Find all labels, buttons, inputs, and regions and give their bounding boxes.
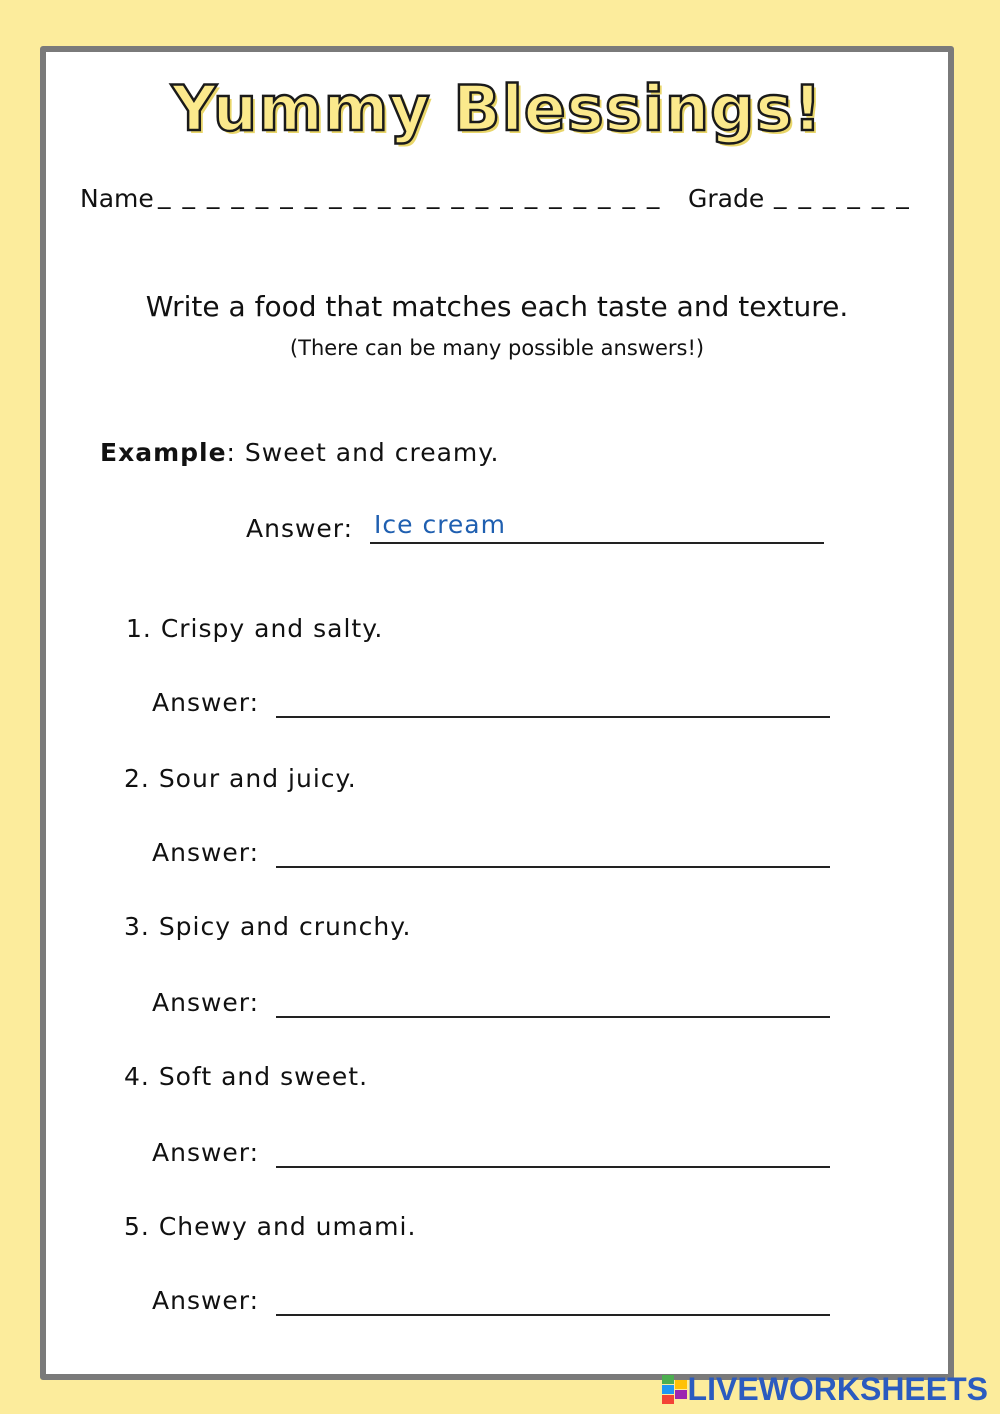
answer-label: Answer: bbox=[152, 688, 260, 717]
instruction-text: Write a food that matches each taste and texture. bbox=[145, 290, 849, 323]
answer-label: Answer: bbox=[152, 838, 260, 867]
name-field[interactable]: _ _ _ _ _ _ _ _ _ _ _ _ _ _ _ _ _ _ _ _ _ bbox=[158, 180, 662, 209]
name-label: Name bbox=[80, 184, 154, 213]
example-answer-value: Ice cream bbox=[374, 510, 506, 539]
answer-line-5[interactable] bbox=[276, 1314, 830, 1316]
worksheet-page bbox=[40, 46, 954, 1380]
grade-field[interactable]: _ _ _ _ _ _ bbox=[774, 180, 911, 209]
answer-label: Answer: bbox=[152, 1138, 260, 1167]
liveworksheets-logo bbox=[662, 1371, 988, 1408]
example-answer-line[interactable] bbox=[370, 542, 824, 544]
answer-line-3[interactable] bbox=[276, 1016, 830, 1018]
question-text: Soft and sweet. bbox=[158, 1062, 369, 1091]
answer-line-2[interactable] bbox=[276, 866, 830, 868]
answer-label: Answer: bbox=[152, 1286, 260, 1315]
question-number: 3. bbox=[124, 912, 150, 941]
example-answer-label: Answer: bbox=[246, 514, 354, 543]
question-text: Sour and juicy. bbox=[158, 764, 357, 793]
sub-instruction-text: (There can be many possible answers!) bbox=[289, 336, 705, 360]
question-text: Chewy and umami. bbox=[158, 1212, 417, 1241]
question-text: Spicy and crunchy. bbox=[158, 912, 412, 941]
question-number: 1. bbox=[126, 614, 152, 643]
question-number: 5. bbox=[124, 1212, 150, 1241]
worksheet-title: Yummy Blessings! bbox=[171, 72, 823, 145]
question-number: 4. bbox=[124, 1062, 150, 1091]
question-1 bbox=[126, 614, 383, 643]
example-text: : Sweet and creamy. bbox=[226, 438, 500, 467]
grade-label: Grade bbox=[688, 184, 765, 213]
example-row bbox=[100, 438, 499, 467]
question-4 bbox=[124, 1062, 368, 1091]
liveworksheets-blocks-icon bbox=[662, 1375, 688, 1405]
answer-line-1[interactable] bbox=[276, 716, 830, 718]
example-label: Example bbox=[100, 438, 227, 467]
question-3 bbox=[124, 912, 411, 941]
question-5 bbox=[124, 1212, 416, 1241]
question-2 bbox=[124, 764, 357, 793]
answer-line-4[interactable] bbox=[276, 1166, 830, 1168]
question-text: Crispy and salty. bbox=[160, 614, 384, 643]
question-number: 2. bbox=[124, 764, 150, 793]
liveworksheets-wordmark: LIVEWORKSHEETS bbox=[687, 1371, 988, 1407]
answer-label: Answer: bbox=[152, 988, 260, 1017]
